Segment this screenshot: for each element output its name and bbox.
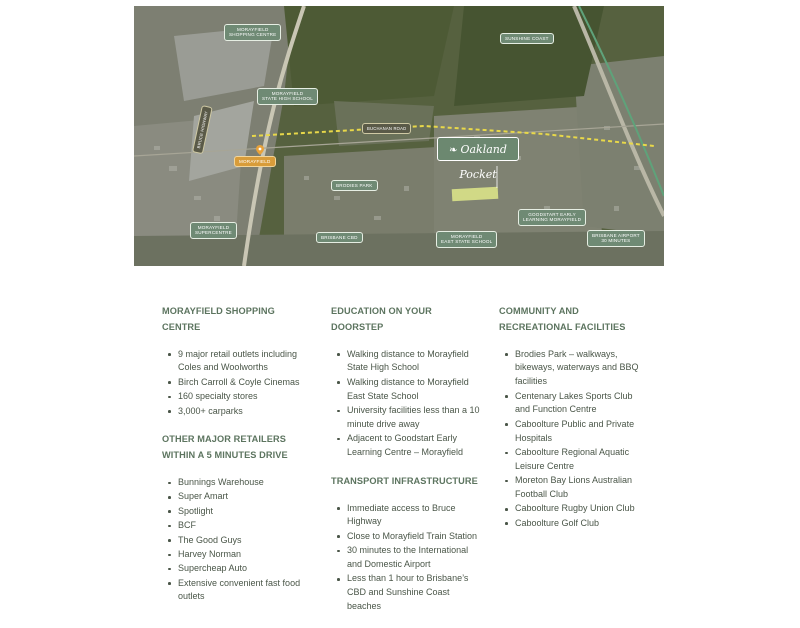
label-line: 30 MINUTES	[601, 238, 631, 244]
list-item: 30 minutes to the International and Domestic Airport	[347, 544, 483, 572]
list-item: Supercheap Auto	[178, 562, 312, 576]
label-line: LEARNING MORAYFIELD	[523, 217, 582, 223]
list-item: Caboolture Regional Aquatic Leisure Centre	[515, 446, 649, 474]
list-item: Adjacent to Goodstart Early Learning Centre – Morayfield	[347, 432, 483, 460]
list-item: Walking distance to Morayfield State High School	[347, 348, 483, 376]
list-item: The Good Guys	[178, 534, 312, 548]
list-item: University facilities less than a 10 minute drive away	[347, 404, 483, 432]
list-item: Harvey Norman	[178, 548, 312, 562]
list-item: Bunnings Warehouse	[178, 476, 312, 490]
label-line: MORAYFIELD	[450, 234, 483, 239]
brand-name: Oakland Pocket	[459, 143, 507, 181]
location-pin-icon	[256, 145, 264, 155]
label-line: SUPERCENTRE	[195, 230, 232, 236]
list-retailers	[162, 476, 312, 604]
label-morayfield-shopping-centre	[224, 24, 281, 41]
list-item: Centenary Lakes Sports Club and Function Centre	[515, 390, 649, 418]
label-line: MORAYFIELD	[236, 27, 269, 32]
heading-education: EDUCATION ON YOUR DOORSTEP	[331, 306, 432, 332]
list-item: Caboolture Golf Club	[515, 517, 649, 531]
list-item: Moreton Bay Lions Australian Football Club	[515, 474, 649, 502]
list-item: 3,000+ carparks	[178, 405, 312, 419]
column-middle	[331, 304, 483, 628]
label-line: GOODSTART EARLY	[528, 212, 576, 217]
list-community	[499, 348, 649, 531]
list-item: Walking distance to Morayfield East State School	[347, 376, 483, 404]
leaf-icon: ❧	[449, 145, 458, 156]
aerial-map	[134, 6, 664, 266]
heading-community: COMMUNITY AND RECREATIONAL FACILITIES	[499, 306, 626, 332]
heading-retailers: OTHER MAJOR RETAILERS WITHIN A 5 MINUTES DRIVE	[162, 434, 288, 461]
label-bruce-highway: BRUCE HIGHWAY	[192, 105, 213, 154]
column-right	[499, 304, 649, 545]
label-brisbane-airport	[587, 230, 645, 247]
column-left	[162, 304, 312, 618]
heading-shopping: MORAYFIELD SHOPPING CENTRE	[162, 306, 275, 332]
label-line: MORAYFIELD	[197, 225, 230, 230]
label-morayfield-pin: MORAYFIELD	[234, 156, 276, 167]
label-morayfield-supercentre	[190, 222, 237, 239]
list-item: Brodies Park – walkways, bikeways, waterways and BBQ facilities	[515, 348, 649, 389]
list-item: Birch Carroll & Coyle Cinemas	[178, 376, 312, 390]
list-item: Immediate access to Bruce Highway	[347, 502, 483, 530]
label-morayfield-east-state-school	[436, 231, 497, 248]
label-buchanan-road: BUCHANAN ROAD	[362, 123, 411, 134]
list-item: 160 specialty stores	[178, 390, 312, 404]
label-line: STATE HIGH SCHOOL	[262, 96, 313, 102]
label-line: EAST STATE SCHOOL	[441, 239, 493, 245]
list-transport	[331, 502, 483, 614]
label-brisbane-cbd: BRISBANE CBD	[316, 232, 363, 243]
label-line: SHOPPING CENTRE	[229, 32, 277, 38]
list-item: BCF	[178, 519, 312, 533]
list-shopping	[162, 348, 312, 419]
list-item: Extensive convenient fast food outlets	[178, 577, 312, 605]
list-item: Super Amart	[178, 490, 312, 504]
list-item: Spotlight	[178, 505, 312, 519]
label-line: BRISBANE AIRPORT	[592, 233, 640, 238]
list-item: 9 major retail outlets including Coles and Woolworths	[178, 348, 312, 376]
list-item: Close to Morayfield Train Station	[347, 530, 483, 544]
label-line: MORAYFIELD	[271, 91, 304, 96]
list-education	[331, 348, 483, 460]
label-brodies-park: BRODIES PARK	[331, 180, 378, 191]
list-item: Caboolture Rugby Union Club	[515, 502, 649, 516]
label-goodstart-early-learning	[518, 209, 586, 226]
label-sunshine-coast: SUNSHINE COAST	[500, 33, 554, 44]
list-item: Less than 1 hour to Brisbane’s CBD and Sunshine Coast beaches	[347, 572, 483, 613]
list-item: Caboolture Public and Private Hospitals	[515, 418, 649, 446]
heading-transport: TRANSPORT INFRASTRUCTURE	[331, 475, 478, 486]
brand-logo	[437, 137, 519, 181]
label-morayfield-state-high-school	[257, 88, 318, 105]
